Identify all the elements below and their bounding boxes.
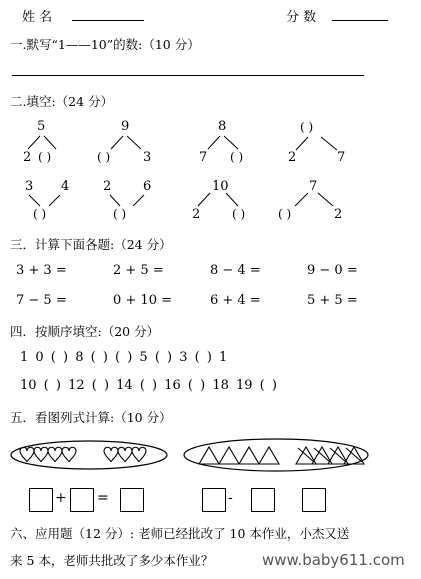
join1-left: 3: [25, 179, 34, 194]
tree4-left: 2: [288, 150, 297, 165]
calc-item[interactable]: 0 + 10 =: [113, 293, 172, 308]
answer-box[interactable]: [202, 488, 226, 512]
tree6-top: 7: [309, 179, 318, 194]
tree4-top-blank[interactable]: ( ): [300, 120, 314, 134]
name-label: 姓 名: [22, 10, 53, 25]
calc-item[interactable]: 6 + 4 =: [210, 293, 261, 308]
join2-bottom-blank[interactable]: ( ): [113, 207, 127, 221]
calc-item[interactable]: 8 − 4 =: [210, 263, 261, 278]
score-label: 分 数: [286, 10, 317, 25]
calc-item[interactable]: 3 + 3 =: [16, 263, 67, 278]
section1-title: 一.默写“1——10”的数:（10 分）: [10, 37, 200, 52]
join1-right: 4: [61, 179, 70, 194]
tree6-left-blank[interactable]: ( ): [278, 207, 292, 221]
answer-box[interactable]: [302, 488, 326, 512]
tree4-right: 7: [337, 150, 346, 165]
tree2-top: 9: [121, 119, 130, 134]
minus-sign: -: [228, 490, 233, 506]
sequence-row-2[interactable]: 10 ( ) 12 ( ) 14 ( ) 16 ( ) 18 19 ( ): [20, 378, 277, 393]
tree5-right-blank[interactable]: ( ): [232, 207, 246, 221]
tree5-left: 2: [192, 207, 201, 222]
join1-bottom-blank[interactable]: ( ): [33, 207, 47, 221]
tree5-top: 10: [212, 179, 229, 194]
calc-item[interactable]: 9 − 0 =: [307, 263, 358, 278]
join2-right: 6: [143, 179, 152, 194]
triangle-icon-group: [199, 447, 364, 464]
watermark: www.baby611.com: [262, 551, 405, 569]
answer-box[interactable]: [29, 488, 53, 512]
answer-box[interactable]: [251, 488, 275, 512]
calc-item[interactable]: 2 + 5 =: [113, 263, 164, 278]
tree3-top: 8: [218, 119, 227, 134]
heart-icon-group: [20, 447, 146, 462]
plus-sign: +: [55, 490, 67, 506]
hearts-ellipse: [11, 441, 167, 469]
answer-box[interactable]: [70, 488, 94, 512]
tree3-left: 7: [199, 150, 208, 165]
tree2-left-blank[interactable]: ( ): [97, 150, 111, 164]
tree1-left: 2: [23, 150, 32, 165]
tree2-right: 3: [143, 150, 152, 165]
calc-item[interactable]: 5 + 5 =: [307, 293, 358, 308]
tree1-right-blank[interactable]: ( ): [38, 150, 52, 164]
section3-title: 三．计算下面各题:（24 分）: [10, 237, 172, 252]
section4-title: 四．按顺序填空:（20 分）: [10, 324, 160, 339]
answer-box[interactable]: [120, 488, 144, 512]
tree6-right: 2: [334, 207, 343, 222]
section5-title: 五．看图列式计算:（10 分）: [10, 410, 172, 425]
sequence-row-1[interactable]: 1 0 ( ) 8 ( ) ( ) 5 ( ) 3 ( ) 1: [20, 350, 228, 365]
section6-line2: 来 5 本，老师共批改了多少本作业？: [10, 553, 214, 568]
section6-line1: 六、应用题（12 分）: 老师已经批改了 10 本作业，小杰又送: [10, 526, 350, 541]
calc-item[interactable]: 7 − 5 =: [16, 293, 67, 308]
triangles-ellipse: [184, 439, 368, 471]
tree1-top: 5: [37, 119, 46, 134]
join2-left: 2: [103, 179, 112, 194]
tree3-right-blank[interactable]: ( ): [230, 150, 244, 164]
section2-title: 二.填空:（24 分）: [10, 94, 114, 109]
equals-sign: =: [97, 490, 109, 506]
